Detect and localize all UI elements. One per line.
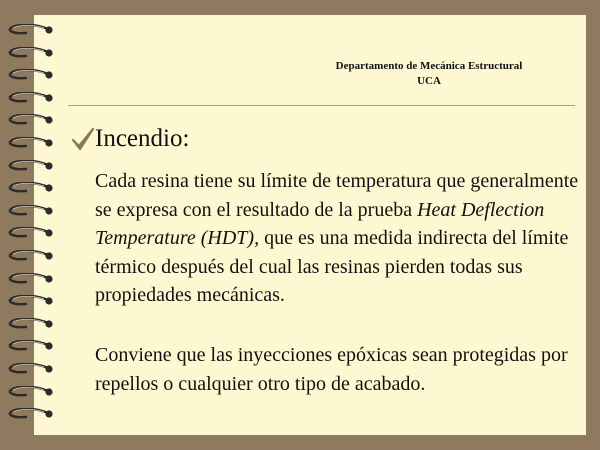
binding-ring xyxy=(4,69,56,81)
binding-ring xyxy=(4,24,56,36)
slide-header xyxy=(299,59,559,89)
department-name: Departamento de Mecánica Estructural xyxy=(335,60,523,72)
binding-ring xyxy=(4,363,56,375)
binding-ring xyxy=(4,340,56,352)
binding-ring xyxy=(4,137,56,149)
body-paragraph-1 xyxy=(95,167,585,310)
binding-ring xyxy=(4,47,56,59)
body-paragraph-2: Conviene que las inyecciones epóxicas sean protegidas por repellos o cualquier otro tipo de acabado. xyxy=(95,344,568,395)
binding-ring xyxy=(4,182,56,194)
test-name-italic: Heat Deflection Temperature (HDT), xyxy=(95,198,545,249)
paragraph-1-text-after: que es una medida indirecta del límite térmico después del cual las resinas pierden todas sus propiedades mecánicas. xyxy=(95,227,569,306)
binding-ring xyxy=(4,318,56,330)
binding-ring xyxy=(4,227,56,239)
binding-ring xyxy=(4,273,56,285)
paragraph-1-text-before: Cada resina tiene su límite de temperatura que generalmente se expresa con el resultado de la prueba xyxy=(95,170,579,221)
binding-ring xyxy=(4,205,56,217)
binding-ring xyxy=(4,250,56,262)
institution-name: UCA xyxy=(417,75,441,87)
binding-ring xyxy=(4,114,56,126)
binding-ring xyxy=(4,408,56,420)
checkmark-icon xyxy=(70,126,96,152)
binding-ring xyxy=(4,386,56,398)
header-divider xyxy=(68,105,575,106)
binding-ring xyxy=(4,160,56,172)
binding-ring xyxy=(4,92,56,104)
section-title: Incendio: xyxy=(95,125,190,152)
binding-ring xyxy=(4,295,56,307)
